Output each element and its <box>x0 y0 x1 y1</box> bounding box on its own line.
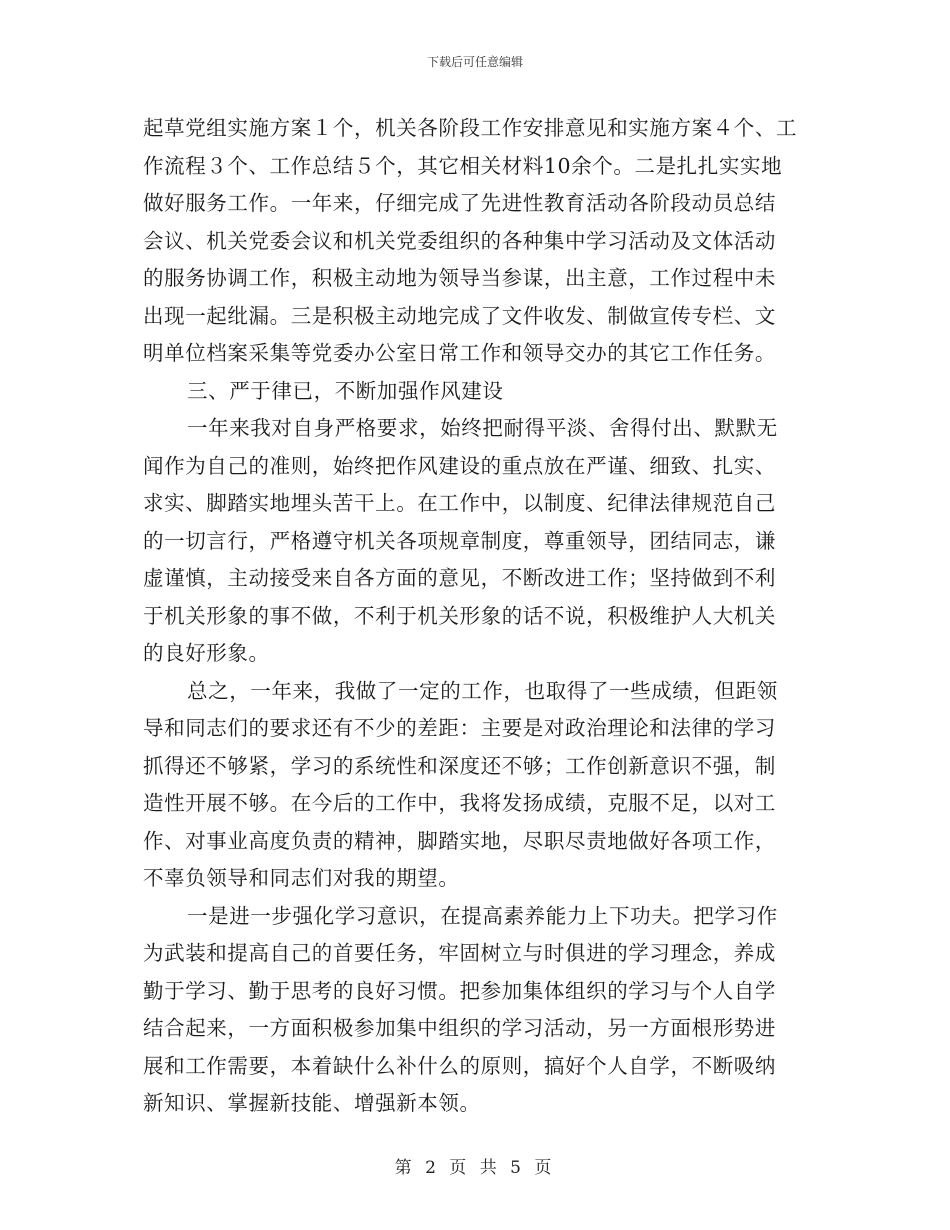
text-line: 勤于学习、勤于思考的良好习惯。把参加集体组织的学习与个人自学 <box>143 978 776 1003</box>
text-line: 明单位档案采集等党委办公室日常工作和领导交办的其它工作任务。 <box>143 341 776 365</box>
page-header: 下载后可任意编辑 <box>426 55 523 69</box>
text-line: 的一切言行，严格遵守机关各项规章制度，尊重领导，团结同志，谦 <box>143 528 776 553</box>
text-line: 起草党组实施方案１个，机关各阶段工作安排意见和实施方案４个、工 <box>143 116 798 140</box>
text-line: 为武装和提高自己的首要任务，牢固树立与时俱进的学习理念，养成 <box>143 941 776 965</box>
text-line: 抓得还不够紧，学习的系统性和深度还不够；工作创新意识不强，制 <box>143 753 776 778</box>
text-line: 做好服务工作。一年来，仔细完成了先进性教育活动各阶段动员总结 <box>143 191 776 215</box>
text-line: 导和同志们的要求还有不少的差距：主要是对政治理论和法律的学习 <box>143 716 776 740</box>
paragraph-start: 一是进一步强化学习意识，在提高素养能力上下功夫。把学习作 <box>187 903 778 928</box>
text-line: 出现一起纰漏。三是积极主动地完成了文件收发、制做宣传专栏、文 <box>143 303 776 328</box>
paragraph-start: 一年来我对自身严格要求，始终把耐得平淡、舍得付出、默默无 <box>187 416 778 440</box>
document-body <box>143 110 815 1123</box>
text-line: 作流程３个、工作总结５个，其它相关材料10余个。二是扎扎实实地 <box>143 153 783 178</box>
text-line: 作、对事业高度负责的精神，脚踏实地，尽职尽责地做好各项工作， <box>143 828 776 853</box>
text-line: 的服务协调工作，积极主动地为领导当参谋，出主意，工作过程中未 <box>143 266 776 290</box>
text-line: 会议、机关党委会议和机关党委组织的各种集中学习活动及文体活动 <box>143 228 776 253</box>
page-number-footer: 第 2 页 共 5 页 <box>394 1158 556 1178</box>
text-line: 展和工作需要，本着缺什么补什么的原则，搞好个人自学，不断吸纳 <box>143 1053 776 1078</box>
text-line: 闻作为自己的准则，始终把作风建设的重点放在严谨、细致、扎实、 <box>143 453 776 478</box>
text-line: 虚谨慎，主动接受来自各方面的意见，不断改进工作；坚持做到不利 <box>143 566 776 590</box>
text-line: 结合起来，一方面积极参加集中组织的学习活动，另一方面根形势进 <box>143 1016 776 1040</box>
text-line: 造性开展不够。在今后的工作中，我将发扬成绩，克服不足，以对工 <box>143 791 776 815</box>
text-line: 不辜负领导和同志们对我的期望。 <box>143 866 460 890</box>
paragraph-start: 总之，一年来，我做了一定的工作，也取得了一些成绩，但距领 <box>187 678 778 703</box>
section-heading: 三、严于律已，不断加强作风建设 <box>187 378 504 403</box>
text-line: 的良好形象。 <box>143 641 270 665</box>
text-line: 新知识、掌握新技能、增强新本领。 <box>143 1091 481 1115</box>
text-line: 求实、脚踏实地埋头苦干上。在工作中，以制度、纪律法律规范自己 <box>143 491 776 515</box>
text-line: 于机关形象的事不做，不利于机关形象的话不说，积极维护人大机关 <box>143 603 776 628</box>
